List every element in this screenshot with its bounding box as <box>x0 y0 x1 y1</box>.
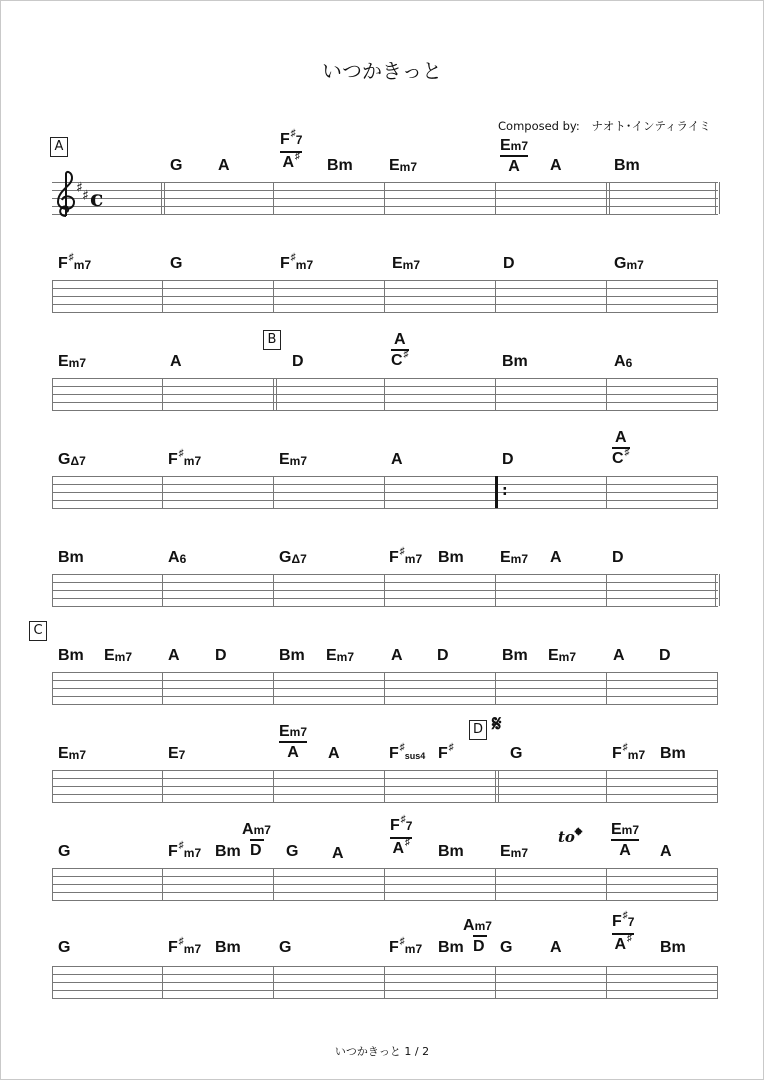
chord-bm: Bm <box>438 843 464 860</box>
staff-row-5 <box>52 574 718 606</box>
chord-em7: Em7 <box>58 745 87 762</box>
chord-d: D <box>612 549 624 566</box>
chord-a-over-c-sharp: A C♯ <box>612 429 630 467</box>
chord-g: G <box>510 745 523 762</box>
chord-em7: Em7 <box>58 353 87 370</box>
chord-bm: Bm <box>58 647 84 664</box>
chord-em7: Em7 <box>500 843 529 860</box>
chord-em7: Em7 <box>500 549 529 566</box>
chord-g: G <box>170 157 183 174</box>
svg-text:c: c <box>90 186 104 212</box>
chord-d: D <box>503 255 515 272</box>
chord-f-sharp-m7: F♯m7 <box>168 448 202 468</box>
staff-row-3 <box>52 378 718 410</box>
composer-name: ナオト･インティライミ <box>591 119 711 133</box>
chord-bm: Bm <box>438 549 464 566</box>
chord-bm: Bm <box>215 939 241 956</box>
page-title: いつかきっと <box>322 59 442 83</box>
repeat-start-barline <box>495 476 501 508</box>
staff-row-4: : <box>52 476 718 508</box>
composer-credit <box>498 118 711 134</box>
rehearsal-mark-d: D <box>469 720 487 740</box>
svg-text:♯: ♯ <box>82 188 89 204</box>
chord-bm: Bm <box>279 647 305 664</box>
chord-am7-over-d: Am7 D <box>463 917 492 955</box>
chord-f-sharp-m7: F♯m7 <box>612 742 646 762</box>
staff-row-2 <box>52 280 718 312</box>
chord-g: G <box>279 939 292 956</box>
rehearsal-mark-a: A <box>50 137 68 157</box>
chord-a: A <box>613 647 625 664</box>
chord-bm: Bm <box>502 353 528 370</box>
chord-d: D <box>502 451 514 468</box>
chord-g: G <box>58 843 71 860</box>
chord-em7-over-a: Em7 A <box>279 723 308 761</box>
chord-bm: Bm <box>327 157 353 174</box>
staff-row-7 <box>52 770 718 802</box>
chord-g-maj7: GΔ7 <box>279 549 307 566</box>
chord-a: A <box>170 353 182 370</box>
chord-em7: Em7 <box>389 157 418 174</box>
chord-d: D <box>659 647 671 664</box>
chord-f-sharp-7-over-a-sharp: F♯7 A♯ <box>612 910 635 953</box>
to-coda-text: to <box>558 828 575 846</box>
chord-bm: Bm <box>614 157 640 174</box>
coda-icon: 𝄌 <box>574 823 582 847</box>
chord-f-sharp-m7: F♯m7 <box>168 840 202 860</box>
chord-bm: Bm <box>660 745 686 762</box>
segno-icon: 𝄋 <box>492 712 502 737</box>
chord-g: G <box>170 255 183 272</box>
rehearsal-mark-b: B <box>263 330 281 350</box>
chord-f-sharp-m7: F♯m7 <box>389 936 423 956</box>
chord-em7: Em7 <box>392 255 421 272</box>
chord-g: G <box>500 939 513 956</box>
chord-em7-over-a: Em7 A <box>500 137 529 175</box>
chord-e7: E7 <box>168 745 186 762</box>
chord-f-sharp-m7: F♯m7 <box>58 252 92 272</box>
chord-g: G <box>58 939 71 956</box>
chord-a: A <box>168 647 180 664</box>
chord-a: A <box>550 939 562 956</box>
staff-row-9 <box>52 966 718 998</box>
staff-row-1 <box>52 182 718 214</box>
chord-d: D <box>292 353 304 370</box>
composer-label: Composed by: <box>498 119 580 133</box>
treble-clef-icon <box>52 170 112 224</box>
chord-am7-over-d: Am7 D <box>242 821 271 859</box>
staff-row-8 <box>52 868 718 900</box>
chord-bm: Bm <box>58 549 84 566</box>
chord-d: D <box>437 647 449 664</box>
chord-a: A <box>391 451 403 468</box>
chord-em7: Em7 <box>279 451 308 468</box>
svg-text:♯: ♯ <box>76 180 83 196</box>
chord-f-sharp-sus4: F♯sus4 <box>389 742 426 762</box>
chord-f-sharp-7-over-a-sharp: F♯7 A♯ <box>390 814 413 857</box>
chord-a-over-c-sharp: A C♯ <box>391 331 409 369</box>
chord-bm: Bm <box>438 939 464 956</box>
chord-a: A <box>332 845 344 862</box>
chord-bm: Bm <box>215 843 241 860</box>
chord-a: A <box>550 549 562 566</box>
chord-a: A <box>218 157 230 174</box>
chord-em7: Em7 <box>104 647 133 664</box>
chord-f-sharp-m7: F♯m7 <box>168 936 202 956</box>
chord-em7: Em7 <box>548 647 577 664</box>
to-coda-marking <box>558 823 582 847</box>
chord-f-sharp-m7: F♯m7 <box>280 252 314 272</box>
chord-f-sharp-m7: F♯m7 <box>389 546 423 566</box>
chord-em7-over-a: Em7 A <box>611 821 640 859</box>
page-footer: いつかきっと 1 / 2 <box>334 1045 430 1058</box>
chord-a: A <box>660 843 672 860</box>
rehearsal-mark-c: C <box>29 621 47 641</box>
chord-bm: Bm <box>502 647 528 664</box>
chord-a: A <box>391 647 403 664</box>
chord-d: D <box>215 647 227 664</box>
staff-row-6 <box>52 672 718 704</box>
chord-f-sharp: F♯ <box>438 742 454 762</box>
chord-gm7: Gm7 <box>614 255 644 272</box>
chord-g-maj7: GΔ7 <box>58 451 86 468</box>
chord-g: G <box>286 843 299 860</box>
chord-em7: Em7 <box>326 647 355 664</box>
chord-f-sharp-7-over-a-sharp: F♯7 A♯ <box>280 128 303 171</box>
chord-bm: Bm <box>660 939 686 956</box>
chord-a6: A6 <box>614 353 633 370</box>
chord-a: A <box>328 745 340 762</box>
chord-a6: A6 <box>168 549 187 566</box>
chord-a: A <box>550 157 562 174</box>
